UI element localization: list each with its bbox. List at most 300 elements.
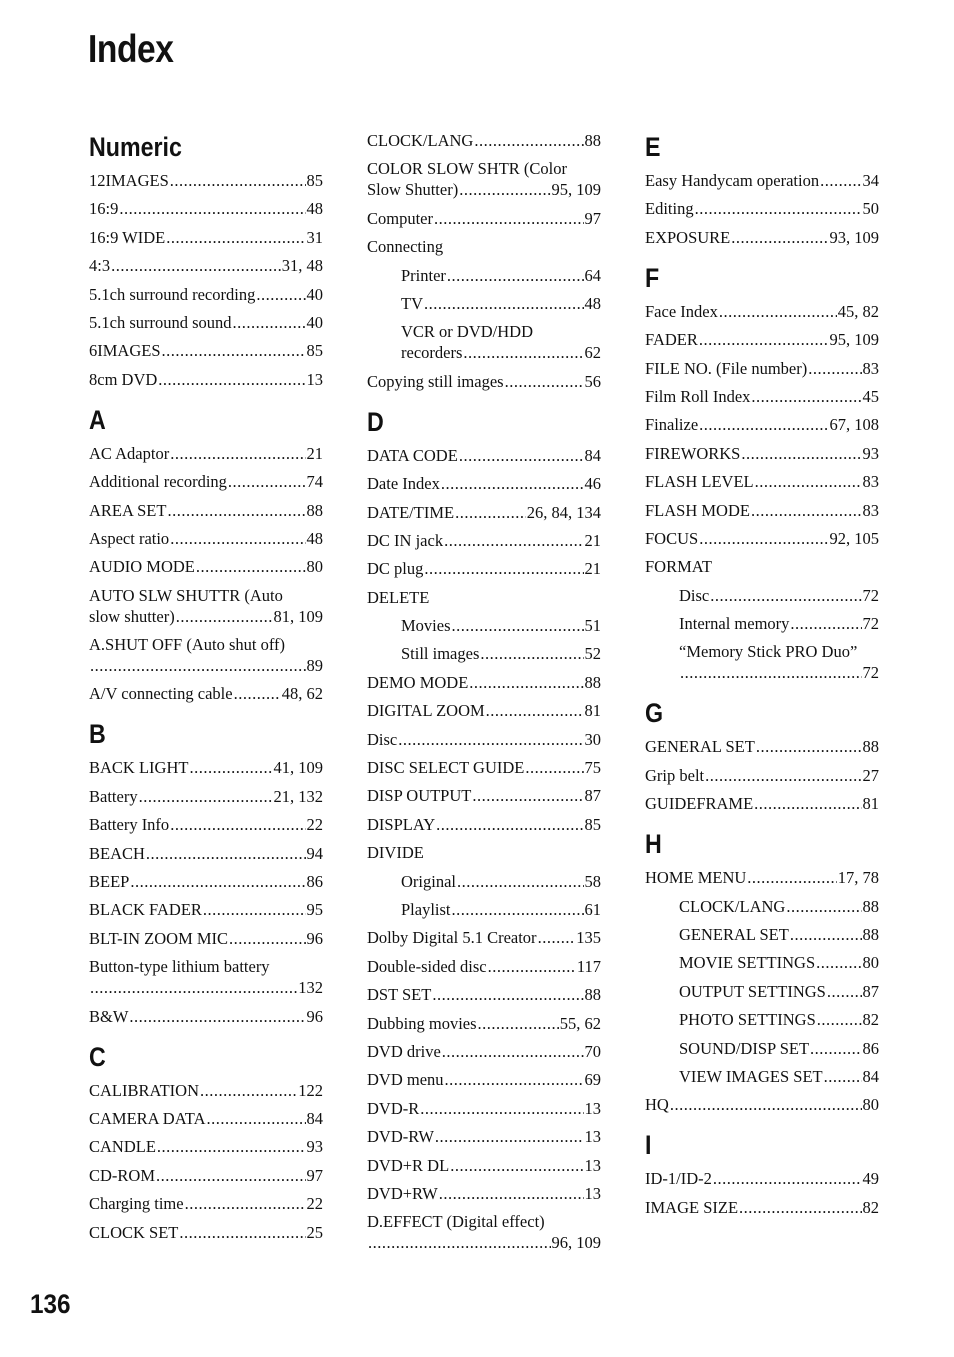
index-section	[645, 827, 879, 1115]
entry-pages: 95, 109	[829, 330, 879, 350]
entry-term: AUTO SLW SHUTTR (Auto	[89, 585, 283, 605]
entry-pages: 27	[862, 765, 879, 785]
entry-line	[401, 265, 601, 286]
leader-dots	[747, 867, 836, 888]
index-section	[89, 403, 323, 705]
index-entry	[645, 1197, 879, 1218]
leader-dots	[139, 786, 273, 807]
index-subentry	[367, 899, 601, 920]
entry-line	[367, 700, 601, 721]
index-entry	[645, 414, 879, 435]
index-section	[367, 405, 601, 1254]
entry-line	[679, 585, 879, 606]
entry-term: DVD-R	[367, 1098, 420, 1118]
section-heading: D	[367, 406, 384, 437]
entry-line	[89, 786, 323, 807]
index-subentry	[367, 293, 601, 314]
leader-dots	[474, 130, 583, 151]
leader-dots	[463, 342, 583, 363]
entry-term: PHOTO SETTINGS	[679, 1010, 816, 1030]
index-entry	[89, 471, 323, 492]
entry-pages: 86	[862, 1038, 879, 1058]
section-heading: H	[645, 829, 662, 860]
entry-line	[367, 729, 601, 750]
leader-dots	[452, 899, 584, 920]
leader-dots	[170, 528, 305, 549]
entry-term: MOVIE SETTINGS	[679, 953, 816, 973]
entry-pages: 13	[584, 1155, 601, 1175]
entry-term: ID-1/ID-2	[645, 1169, 712, 1189]
entry-pages: 93	[306, 1137, 323, 1157]
entry-line	[89, 1108, 323, 1129]
entry-line	[89, 814, 323, 835]
leader-dots	[486, 700, 584, 721]
entry-line	[645, 1197, 879, 1218]
index-entry	[367, 158, 601, 200]
leader-dots	[719, 301, 837, 322]
entry-line	[367, 1126, 601, 1147]
index-entry	[367, 785, 601, 806]
index-entry	[367, 208, 601, 229]
entry-term: HQ	[645, 1095, 669, 1115]
index-entry	[645, 867, 879, 888]
entry-line	[645, 765, 879, 786]
leader-dots	[699, 414, 828, 435]
leader-dots	[156, 1165, 305, 1186]
index-subentry	[645, 585, 879, 606]
entry-line	[367, 1232, 601, 1253]
entry-pages: 88	[584, 131, 601, 150]
entry-pages: 82	[862, 1010, 879, 1030]
leader-dots	[435, 1126, 584, 1147]
leader-dots	[505, 371, 584, 392]
entry-line	[89, 683, 323, 704]
entry-term: 8cm DVD	[89, 369, 158, 389]
entry-term: Double-sided disc	[367, 956, 487, 976]
entry-pages: 85	[306, 341, 323, 361]
entry-term: FILE NO. (File number)	[645, 358, 808, 378]
entry-line	[89, 606, 323, 627]
index-entry	[645, 358, 879, 379]
entry-line	[367, 1098, 601, 1119]
index-entry	[645, 500, 879, 521]
entry-line	[645, 170, 879, 191]
leader-dots	[442, 1041, 584, 1062]
entry-pages: 93, 109	[829, 227, 879, 247]
leader-dots	[146, 843, 306, 864]
entry-pages: 88	[862, 737, 879, 757]
entry-pages: 117	[576, 956, 601, 976]
index-entry	[645, 556, 879, 577]
entry-line	[401, 615, 601, 636]
index-entry	[89, 369, 323, 390]
entry-line	[89, 556, 323, 577]
leader-dots	[808, 358, 861, 379]
index-entry	[367, 1041, 601, 1062]
entry-pages: 52	[584, 644, 601, 664]
entry-line	[645, 1168, 879, 1189]
index-entry	[367, 672, 601, 693]
entry-term: Button-type lithium battery	[89, 957, 270, 977]
index-entry	[89, 312, 323, 333]
entry-pages: 80	[306, 557, 323, 577]
index-entry	[645, 1168, 879, 1189]
entry-term: HOME MENU	[645, 868, 747, 888]
entry-line	[679, 952, 879, 973]
index-column-2	[367, 130, 601, 1261]
entry-term: recorders	[401, 343, 463, 363]
leader-dots	[695, 198, 862, 219]
entry-line	[89, 284, 323, 305]
entry-line	[645, 358, 879, 379]
index-entry	[89, 1193, 323, 1214]
entry-line	[645, 198, 879, 219]
index-entry	[89, 956, 323, 998]
entry-pages: 94	[306, 843, 323, 863]
entry-term: CLOCK SET	[89, 1222, 179, 1242]
index-entry	[367, 700, 601, 721]
index-entry	[367, 1126, 601, 1147]
entry-pages: 84	[584, 445, 601, 465]
entry-term: Battery Info	[89, 815, 170, 835]
index-entry	[89, 843, 323, 864]
leader-dots	[824, 1066, 862, 1087]
entry-pages: 21	[306, 443, 323, 463]
index-entry	[89, 1136, 323, 1157]
entry-term: B&W	[89, 1006, 129, 1026]
entry-term: Face Index	[645, 301, 718, 321]
leader-dots	[817, 1009, 862, 1030]
index-entry	[367, 1013, 601, 1034]
index-entry	[645, 793, 879, 814]
entry-term: BACK LIGHT	[89, 758, 189, 778]
index-entry	[367, 445, 601, 466]
leader-dots	[820, 170, 861, 191]
leader-dots	[234, 683, 281, 704]
entry-term: DC IN jack	[367, 530, 444, 550]
entry-term: BLT-IN ZOOM MIC	[89, 928, 229, 948]
leader-dots	[170, 170, 306, 191]
entry-term: VCR or DVD/HDD	[401, 322, 533, 342]
leader-dots	[233, 312, 306, 333]
index-entry	[89, 928, 323, 949]
entry-term: A.SHUT OFF (Auto shut off)	[89, 635, 286, 655]
index-entry	[89, 757, 323, 778]
leader-dots	[739, 1197, 861, 1218]
index-entry	[89, 585, 323, 627]
entry-pages: 86	[306, 872, 323, 892]
entry-term: FLASH LEVEL	[645, 472, 754, 492]
entry-term: Film Roll Index	[645, 386, 751, 406]
entry-line	[89, 443, 323, 464]
entry-line	[89, 1080, 323, 1101]
index-entry	[367, 757, 601, 778]
entry-pages: 51	[584, 616, 601, 636]
index-section	[89, 130, 323, 390]
leader-dots	[90, 977, 297, 998]
entry-term: DISC SELECT GUIDE	[367, 758, 525, 778]
entry-line	[89, 1006, 323, 1027]
entry-pages: 82	[862, 1197, 879, 1217]
entry-pages: 21	[584, 530, 601, 550]
section-heading: E	[645, 132, 661, 162]
leader-dots	[162, 340, 306, 361]
index-section	[645, 130, 879, 248]
leader-dots	[439, 1183, 584, 1204]
leader-dots	[444, 530, 583, 551]
entry-pages: 64	[584, 265, 601, 285]
entry-term: D.EFFECT (Digital effect)	[367, 1212, 545, 1232]
entry-line	[401, 643, 601, 664]
leader-dots	[158, 369, 305, 390]
entry-term: Original	[401, 871, 456, 891]
entry-line	[89, 170, 323, 191]
entry-line	[89, 899, 323, 920]
entry-line	[367, 1013, 601, 1034]
leader-dots	[424, 293, 584, 314]
entry-pages: 96	[306, 1006, 323, 1026]
leader-dots	[196, 556, 306, 577]
entry-pages: 81	[862, 794, 879, 814]
entry-term: Grip belt	[645, 765, 705, 785]
entry-pages: 48	[306, 528, 323, 548]
entry-line	[367, 984, 601, 1005]
entry-line	[679, 662, 879, 683]
entry-pages: 72	[862, 585, 879, 605]
entry-term: DELETE	[367, 587, 430, 607]
index-entry	[645, 1094, 879, 1115]
entry-pages: 31	[306, 227, 323, 247]
index-entry	[89, 899, 323, 920]
entry-pages: 83	[862, 472, 879, 492]
entry-pages: 48	[584, 293, 601, 313]
entry-line	[367, 1155, 601, 1176]
entry-pages: 96, 109	[551, 1233, 601, 1253]
index-subentry	[367, 615, 601, 636]
entry-term: BEEP	[89, 872, 130, 892]
entry-term: AUDIO MODE	[89, 557, 195, 577]
entry-pages: 46	[584, 474, 601, 494]
leader-dots	[680, 662, 862, 683]
entry-line	[367, 530, 601, 551]
leader-dots	[185, 1193, 306, 1214]
entry-line	[367, 208, 601, 229]
leader-dots	[256, 284, 305, 305]
entry-line	[367, 1041, 601, 1062]
leader-dots	[699, 528, 828, 549]
leader-dots	[157, 1136, 306, 1157]
entry-term: Dolby Digital 5.1 Creator	[367, 928, 537, 948]
entry-line	[401, 342, 601, 363]
index-entry	[89, 634, 323, 676]
entry-line	[89, 1222, 323, 1243]
index-entry	[89, 683, 323, 704]
entry-line	[679, 924, 879, 945]
entry-pages: 17, 78	[837, 868, 879, 888]
section-heading: B	[89, 719, 106, 750]
leader-dots	[478, 1013, 559, 1034]
entry-pages: 25	[306, 1222, 323, 1242]
entry-term: Easy Handycam operation	[645, 171, 820, 190]
entry-term: FORMAT	[645, 557, 712, 577]
index-section	[89, 1040, 323, 1243]
entry-pages: 72	[862, 614, 879, 634]
entry-term: Playlist	[401, 899, 451, 919]
entry-term: FLASH MODE	[645, 500, 750, 520]
entry-pages: 88	[306, 500, 323, 520]
leader-dots	[130, 871, 305, 892]
entry-line	[89, 340, 323, 361]
entry-term: Date Index	[367, 474, 440, 494]
section-heading: A	[89, 404, 106, 435]
entry-pages: 13	[584, 1098, 601, 1118]
index-entry	[367, 473, 601, 494]
index-section	[645, 696, 879, 814]
index-entry	[645, 198, 879, 219]
entry-pages: 26, 84, 134	[526, 502, 601, 522]
entry-term: Disc	[679, 585, 710, 605]
entry-term: FOCUS	[645, 528, 699, 548]
entry-line	[89, 198, 323, 219]
entry-line	[89, 655, 323, 676]
entry-line	[89, 500, 323, 521]
entry-term: Additional recording	[89, 472, 227, 492]
entry-line	[401, 293, 601, 314]
entry-pages: 85	[306, 171, 323, 190]
leader-dots	[786, 896, 861, 917]
entry-term: DISP OUTPUT	[367, 786, 472, 806]
entry-term: DVD+R DL	[367, 1155, 450, 1175]
entry-line	[367, 785, 601, 806]
entry-pages: 40	[306, 284, 323, 304]
leader-dots	[455, 502, 526, 523]
leader-dots	[432, 984, 583, 1005]
entry-term: BEACH	[89, 843, 145, 863]
index-entry	[645, 227, 879, 248]
entry-term: DVD menu	[367, 1070, 444, 1090]
leader-dots	[424, 558, 583, 579]
entry-term: FIREWORKS	[645, 443, 741, 463]
entry-pages: 40	[306, 312, 323, 332]
index-entry	[89, 1165, 323, 1186]
index-subentry	[367, 265, 601, 286]
entry-line	[367, 473, 601, 494]
leader-dots	[469, 672, 583, 693]
entry-line	[89, 843, 323, 864]
entry-line	[89, 255, 323, 276]
entry-pages: 83	[862, 500, 879, 520]
index-entry	[645, 329, 879, 350]
entry-term: DVD drive	[367, 1041, 441, 1061]
entry-term: DC plug	[367, 559, 424, 579]
leader-dots	[756, 736, 862, 757]
leader-dots	[206, 1108, 305, 1129]
entry-pages: 74	[306, 472, 323, 492]
leader-dots	[755, 471, 862, 492]
entry-pages: 135	[576, 928, 601, 948]
entry-pages: 49	[862, 1169, 879, 1189]
entry-term: Connecting	[367, 237, 444, 257]
entry-line	[89, 369, 323, 390]
leader-dots	[450, 1155, 583, 1176]
entry-pages: 48	[306, 199, 323, 219]
entry-term: Battery	[89, 786, 138, 806]
entry-pages: 13	[584, 1127, 601, 1147]
index-subentry	[645, 1066, 879, 1087]
entry-pages: 56	[584, 371, 601, 391]
entry-term: Copying still images	[367, 371, 504, 391]
entry-pages: 22	[306, 815, 323, 835]
index-column-3	[645, 130, 879, 1225]
entry-term: Computer	[367, 208, 433, 228]
entry-term: 12IMAGES	[89, 171, 169, 190]
entry-pages: 69	[584, 1070, 601, 1090]
entry-line	[89, 1165, 323, 1186]
entry-pages: 97	[584, 208, 601, 228]
index-column-1	[89, 130, 323, 1250]
index-subentry	[645, 1038, 879, 1059]
entry-pages: 87	[584, 786, 601, 806]
entry-pages: 84	[862, 1066, 879, 1086]
entry-pages: 85	[584, 814, 601, 834]
index-section	[89, 717, 323, 1026]
index-entry	[645, 471, 879, 492]
index-entry	[89, 1080, 323, 1101]
index-subentry	[645, 924, 879, 945]
index-entry	[645, 301, 879, 322]
leader-dots	[229, 928, 305, 949]
entry-pages: 55, 62	[559, 1013, 601, 1033]
index-entry	[367, 530, 601, 551]
entry-line	[367, 672, 601, 693]
leader-dots	[699, 329, 829, 350]
entry-line	[679, 1066, 879, 1087]
leader-dots	[741, 443, 861, 464]
leader-dots	[751, 386, 861, 407]
entry-pages: 72	[862, 663, 879, 683]
entry-term: DIGITAL ZOOM	[367, 701, 485, 721]
entry-term: CANDLE	[89, 1137, 156, 1157]
index-subentry	[645, 896, 879, 917]
entry-pages: 96	[306, 928, 323, 948]
index-entry	[89, 340, 323, 361]
entry-term: Printer	[401, 265, 446, 285]
leader-dots	[166, 227, 305, 248]
entry-term: CALIBRATION	[89, 1080, 199, 1100]
entry-term: Charging time	[89, 1194, 184, 1214]
entry-line	[645, 556, 879, 577]
index-entry	[89, 255, 323, 276]
entry-line	[645, 443, 879, 464]
entry-line	[367, 445, 601, 466]
leader-dots	[170, 814, 305, 835]
leader-dots	[189, 757, 272, 778]
leader-dots	[398, 729, 583, 750]
entry-pages: 31, 48	[281, 256, 323, 276]
entry-term: Still images	[401, 644, 480, 664]
index-entry	[367, 1098, 601, 1119]
index-entry	[367, 1183, 601, 1204]
index-subentry	[367, 871, 601, 892]
index-entry	[367, 984, 601, 1005]
entry-line	[367, 757, 601, 778]
index-entry	[367, 927, 601, 948]
leader-dots	[129, 1006, 305, 1027]
leader-dots	[441, 473, 584, 494]
entry-pages: 132	[298, 978, 323, 998]
entry-line	[367, 587, 601, 608]
entry-line	[367, 179, 601, 200]
